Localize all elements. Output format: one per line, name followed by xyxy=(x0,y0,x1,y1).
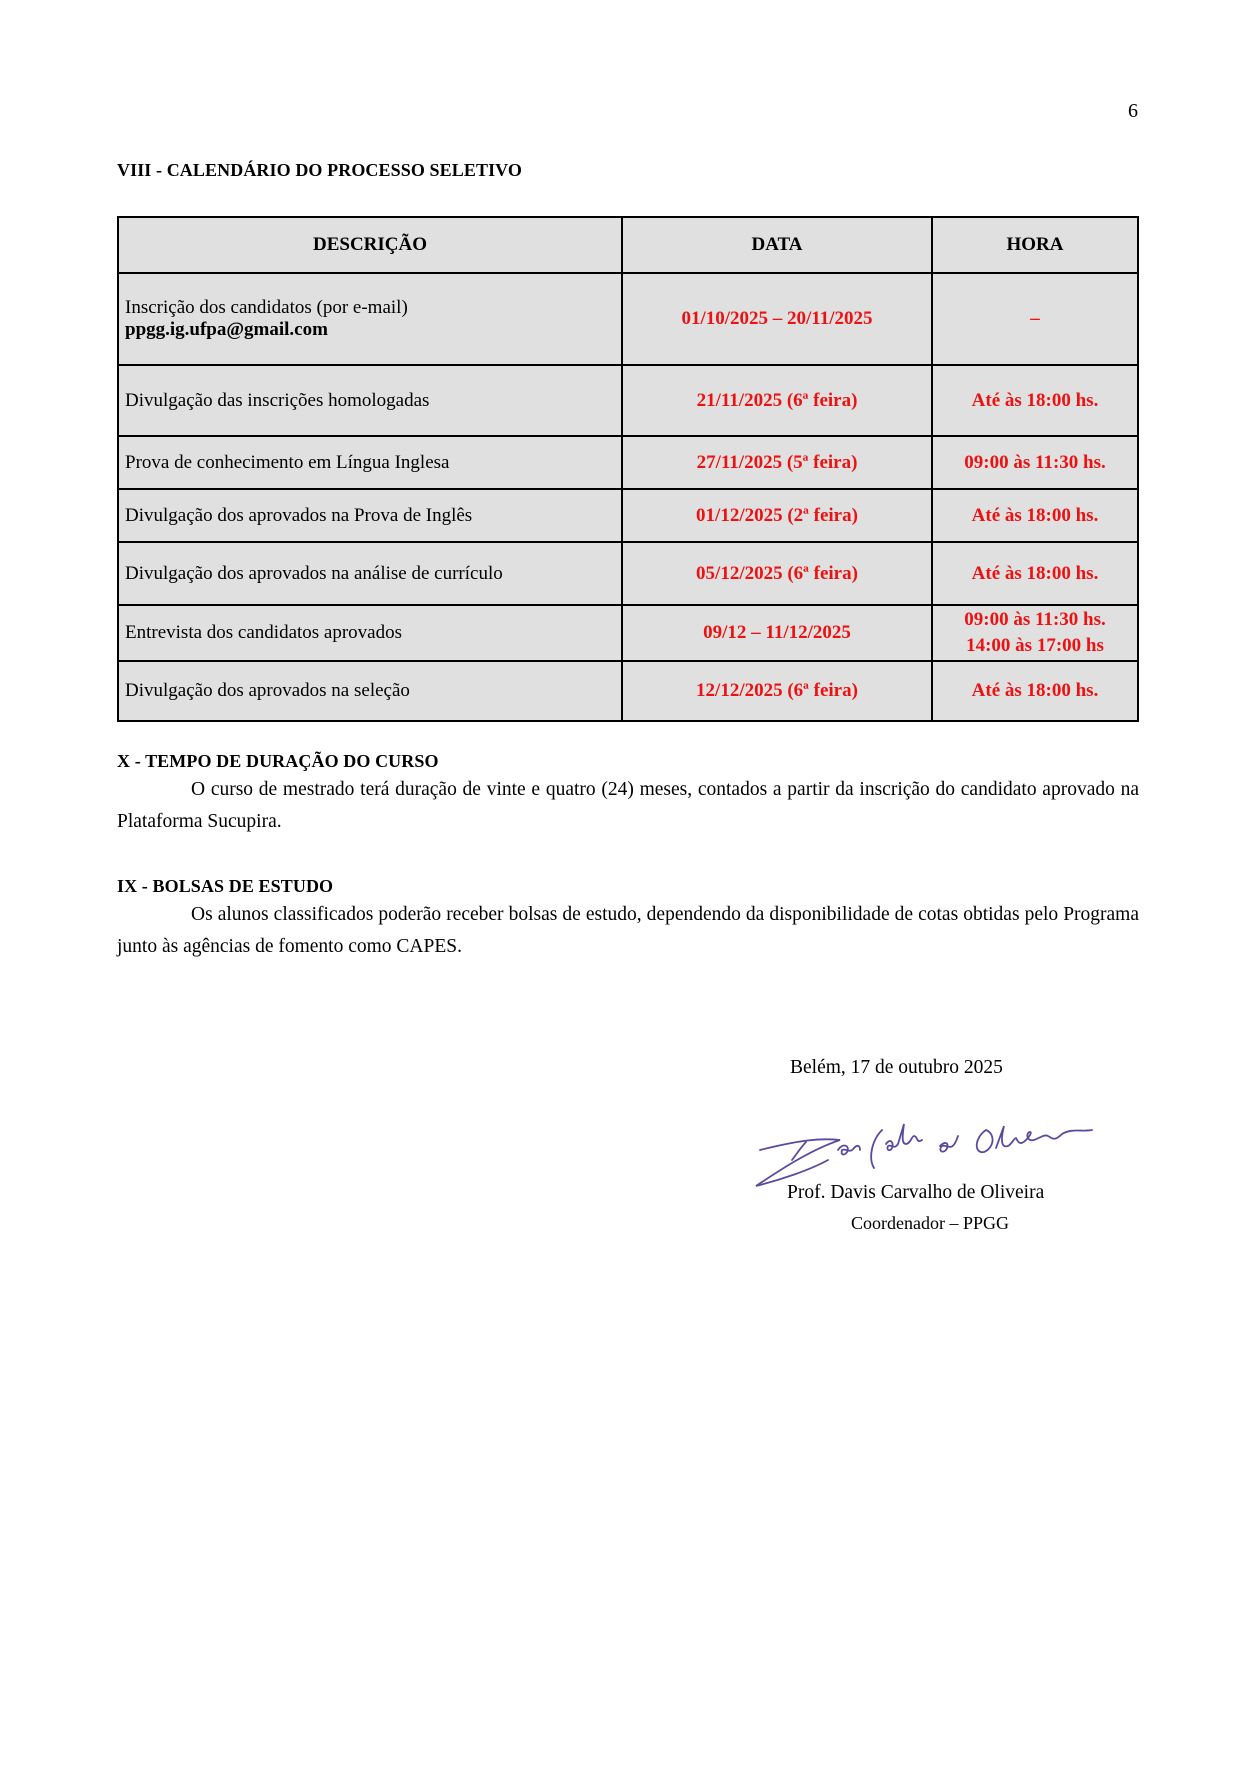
signatory-name: Prof. Davis Carvalho de Oliveira xyxy=(787,1182,1045,1203)
row-description: Divulgação dos aprovados na análise de currículo xyxy=(118,542,622,605)
header-time: HORA xyxy=(932,217,1138,273)
table-header-row xyxy=(118,217,1138,273)
table-row xyxy=(118,436,1138,489)
scholarships-section-title: IX - BOLSAS DE ESTUDO xyxy=(117,876,334,896)
header-date: DATA xyxy=(622,217,932,273)
description-text: Inscrição dos candidatos (por e-mail) xyxy=(125,297,408,318)
row-description: Divulgação dos aprovados na Prova de Inglês xyxy=(118,489,622,542)
email-address: ppgg.ig.ufpa@gmail.com xyxy=(125,319,328,340)
row-description: Prova de conhecimento em Língua Inglesa xyxy=(118,436,622,489)
scholarships-paragraph: Os alunos classificados poderão receber bolsas de estudo, dependendo da disponibilidade de cotas obtidas pelo Programa junto às agências de fomento como CAPES. xyxy=(117,904,1139,957)
table-row xyxy=(118,605,1138,661)
calendar-table xyxy=(117,216,1139,722)
row-date: 05/12/2025 (6ª feira) xyxy=(622,542,932,605)
row-time: Até às 18:00 hs. xyxy=(932,542,1138,605)
time-afternoon: 14:00 às 17:00 hs xyxy=(966,635,1104,656)
table-row xyxy=(118,542,1138,605)
header-description: DESCRIÇÃO xyxy=(118,217,622,273)
row-time xyxy=(932,605,1138,661)
row-time: Até às 18:00 hs. xyxy=(932,365,1138,436)
row-description: Divulgação das inscrições homologadas xyxy=(118,365,622,436)
page-number: 6 xyxy=(1128,100,1138,122)
row-time: Até às 18:00 hs. xyxy=(932,661,1138,721)
signatory-role: Coordenador – PPGG xyxy=(851,1213,1009,1233)
row-description: Divulgação dos aprovados na seleção xyxy=(118,661,622,721)
row-date: 12/12/2025 (6ª feira) xyxy=(622,661,932,721)
row-date: 27/11/2025 (5ª feira) xyxy=(622,436,932,489)
duration-section-title: X - TEMPO DE DURAÇÃO DO CURSO xyxy=(117,751,439,771)
time-morning: 09:00 às 11:30 hs. xyxy=(964,609,1106,630)
row-date: 01/10/2025 – 20/11/2025 xyxy=(622,273,932,365)
row-time: – xyxy=(932,273,1138,365)
table-row xyxy=(118,273,1138,365)
duration-paragraph: O curso de mestrado terá duração de vinte e quatro (24) meses, contados a partir da inscrição do candidato aprovado na Plataforma Sucupira. xyxy=(117,779,1139,832)
place-date: Belém, 17 de outubro 2025 xyxy=(790,1057,1003,1078)
row-date: 21/11/2025 (6ª feira) xyxy=(622,365,932,436)
table-row xyxy=(118,365,1138,436)
calendar-section-title: VIII - CALENDÁRIO DO PROCESSO SELETIVO xyxy=(117,160,523,180)
row-time: Até às 18:00 hs. xyxy=(932,489,1138,542)
row-time: 09:00 às 11:30 hs. xyxy=(932,436,1138,489)
row-date: 01/12/2025 (2ª feira) xyxy=(622,489,932,542)
row-description: Entrevista dos candidatos aprovados xyxy=(118,605,622,661)
row-description xyxy=(118,273,622,365)
table-row xyxy=(118,661,1138,721)
row-date: 09/12 – 11/12/2025 xyxy=(622,605,932,661)
table-row xyxy=(118,489,1138,542)
